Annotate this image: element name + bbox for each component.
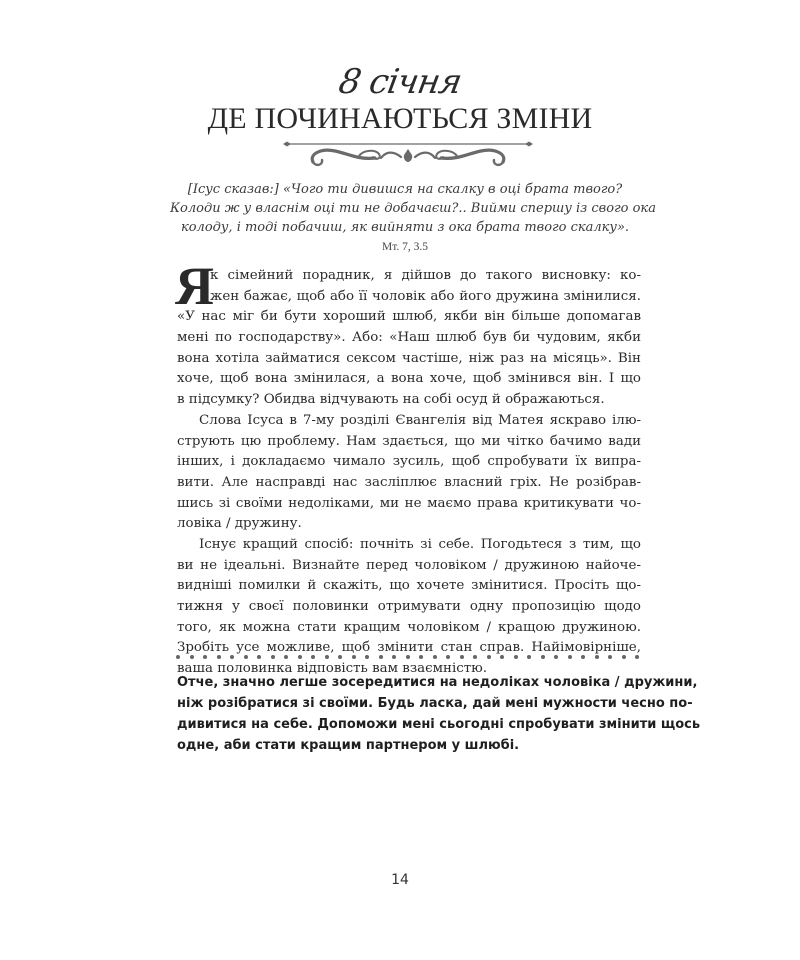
text-line: ваша половинка відповість вам взаємністю. bbox=[177, 661, 488, 677]
text-line: Існує кращий спосіб: почніть зі себе. Погодьтеся з тим, що bbox=[199, 536, 641, 552]
paragraph-1 bbox=[175, 256, 641, 411]
text-line: жен бажає, щоб або її чоловік або його дружина змінилися. bbox=[210, 288, 641, 304]
epigraph bbox=[170, 180, 656, 256]
divider-dot bbox=[244, 655, 248, 659]
divider-dot bbox=[284, 655, 288, 659]
text-line: шись зі своїми недоліками, ми не маємо права критикувати чо- bbox=[177, 495, 641, 511]
divider-dot bbox=[500, 655, 504, 659]
divider-dot bbox=[622, 655, 626, 659]
text-line: «У нас міг би бути хороший шлюб, якби він більше допомагав bbox=[177, 309, 641, 325]
divider-dot bbox=[487, 655, 491, 659]
text-line: хоче, щоб вона змінилася, а вона хоче, щоб змінився він. І що bbox=[177, 371, 641, 387]
scripture-reference: Мт. 7, 3.5 bbox=[381, 241, 428, 253]
prayer-line: одне, аби стати кращим партнером у шлюбі. bbox=[177, 738, 520, 753]
divider-dot bbox=[554, 655, 558, 659]
divider-dot bbox=[406, 655, 410, 659]
divider-dot bbox=[392, 655, 396, 659]
text-line: ловіка / дружину. bbox=[177, 516, 302, 532]
divider-dot bbox=[446, 655, 450, 659]
divider-dot bbox=[568, 655, 572, 659]
divider-dot bbox=[514, 655, 518, 659]
dotted-divider bbox=[176, 655, 644, 661]
text-line: струють цю проблему. Нам здається, що ми чітко бачимо вади bbox=[177, 433, 641, 449]
flourish-divider-icon bbox=[283, 140, 533, 172]
text-line: мені по господарству». Або: «Наш шлюб був би чудовим, якби bbox=[177, 330, 641, 346]
divider-dot bbox=[527, 655, 531, 659]
divider-dot bbox=[608, 655, 612, 659]
divider-dot bbox=[203, 655, 207, 659]
divider-dot bbox=[419, 655, 423, 659]
divider-dot bbox=[433, 655, 437, 659]
page-number: 14 bbox=[391, 872, 409, 888]
divider-dot bbox=[271, 655, 275, 659]
prayer bbox=[177, 672, 701, 756]
epigraph-line: [Ісус сказав:] «Чого ти дивишся на скалку в оці брата твого? bbox=[187, 182, 623, 197]
epigraph-line: колоду, і тоді побачиш, як вийняти з ока брата твого скалку». bbox=[180, 220, 630, 235]
divider-dot bbox=[352, 655, 356, 659]
text-line: вона хотіла займатися сексом частіше, ніж раз на місяць». Він bbox=[177, 350, 641, 366]
divider-dot bbox=[298, 655, 302, 659]
divider-dot bbox=[379, 655, 383, 659]
divider-dot bbox=[635, 655, 639, 659]
divider-dot bbox=[338, 655, 342, 659]
paragraph-2 bbox=[177, 411, 641, 535]
text-line: видніші помилки й скажіть, що хочете змінитися. Просіть що- bbox=[177, 578, 641, 594]
text-line: к сімейний порадник, я дійшов до такого висновку: ко- bbox=[210, 268, 641, 283]
divider-dot bbox=[176, 655, 180, 659]
divider-dot bbox=[325, 655, 329, 659]
divider-dot bbox=[190, 655, 194, 659]
text-line: ви не ідеальні. Визнайте перед чоловіком / дружиною найоче- bbox=[177, 557, 641, 573]
divider-dot bbox=[365, 655, 369, 659]
text-line: вити. Але насправді нас засліплює власний гріх. Не розібрав- bbox=[177, 474, 641, 490]
divider-dot bbox=[473, 655, 477, 659]
text-line: тижня у своєї половинки отримувати одну пропозицію щодо bbox=[177, 599, 641, 614]
divider-dot bbox=[541, 655, 545, 659]
drop-cap: Я bbox=[175, 256, 214, 316]
divider-dot bbox=[595, 655, 599, 659]
prayer-line: Отче, значно легше зосередитися на недоліках чоловіка / дружини, bbox=[177, 675, 698, 690]
text-line: Зробіть усе можливе, щоб змінити стан справ. Найімовірніше, bbox=[177, 640, 641, 656]
divider-dot bbox=[581, 655, 585, 659]
prayer-line: дивитися на себе. Допоможи мені сьогодні спробувати змінити щось bbox=[177, 717, 701, 732]
divider-dot bbox=[257, 655, 261, 659]
text-line: в підсумку? Обидва відчувають на собі осуд й ображаються. bbox=[177, 392, 605, 408]
text-line: того, як можна стати кращим чоловіком / кращою дружиною. bbox=[177, 619, 641, 635]
text-line: інших, і докладаємо чимало зусиль, щоб спробувати їх випра- bbox=[177, 454, 641, 470]
epigraph-line: Колоди ж у власнім оці ти не добачаєш?.. Вийми спершу із свого ока bbox=[170, 201, 656, 216]
divider-dot bbox=[460, 655, 464, 659]
prayer-line: ніж розібратися зі своїми. Будь ласка, дай мені мужности чесно по- bbox=[177, 696, 693, 711]
divider-dot bbox=[311, 655, 315, 659]
divider-dot bbox=[230, 655, 234, 659]
date-heading: 8 січня bbox=[335, 62, 465, 102]
text-line: Слова Ісуса в 7-му розділі Євангелія від Матея яскраво ілю- bbox=[199, 412, 641, 428]
page-title: ДЕ ПОЧИНАЮТЬСЯ ЗМІНИ bbox=[207, 102, 593, 135]
body-text bbox=[175, 256, 641, 680]
divider-dot bbox=[217, 655, 221, 659]
